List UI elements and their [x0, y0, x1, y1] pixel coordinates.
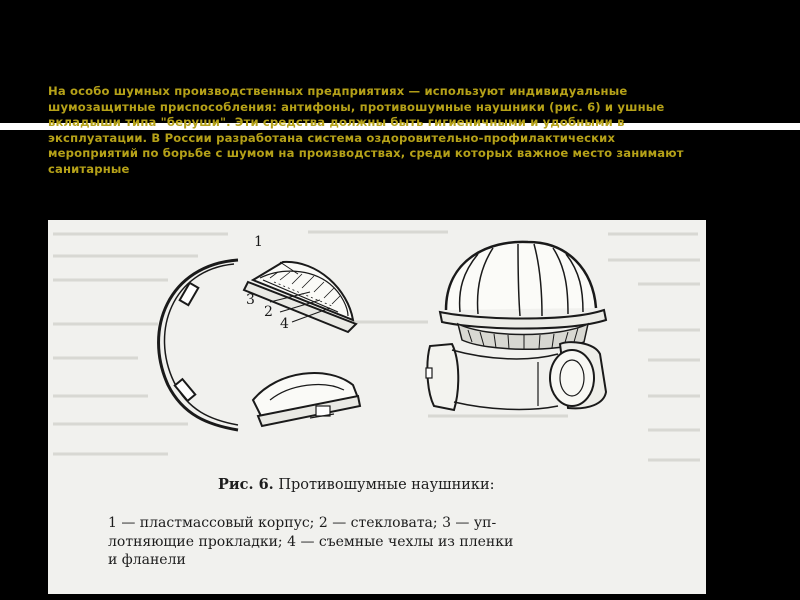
part-number-2: 2 [264, 304, 273, 320]
text-line-4: эксплуатации. В России разработана система оздоровительно-профилактических [48, 130, 616, 145]
part-number-3: 3 [246, 292, 255, 308]
text-line-3: вкладыши типа "беруши". Эти средства должны быть гигиеничными и удобными в [48, 115, 625, 130]
text-line-5: мероприятий по борьбе с шумом на производствах, среди которых важное место занимают [48, 146, 684, 161]
headphones-cutaway-icon [159, 260, 360, 430]
background-scan-noise [53, 232, 700, 460]
text-line-6: санитарные [48, 161, 130, 176]
slide-body-text [48, 84, 768, 178]
helmet-with-earmuffs-icon [426, 242, 606, 410]
part-number-1: 1 [254, 234, 263, 250]
figure-legend [108, 514, 668, 570]
figure-caption [218, 476, 495, 493]
scanned-figure [48, 220, 706, 594]
text-line-2: шумозащитные приспособления: антифоны, противошумные наушники (рис. 6) и ушные [48, 99, 665, 114]
figure-label: Рис. 6. [218, 476, 274, 493]
legend-line-3: и фланели [108, 552, 186, 568]
legend-line-1: 1 — пластмассовый корпус; 2 — стекловата; 3 — уп- [108, 515, 497, 531]
text-line-1: На особо шумных производственных предприятиях — используют индивидуальные [48, 84, 628, 98]
figure-title: Противошумные наушники: [278, 477, 495, 493]
legend-line-2: лотняющие прокладки; 4 — съемные чехлы из пленки [108, 533, 514, 550]
part-number-4: 4 [280, 316, 289, 332]
